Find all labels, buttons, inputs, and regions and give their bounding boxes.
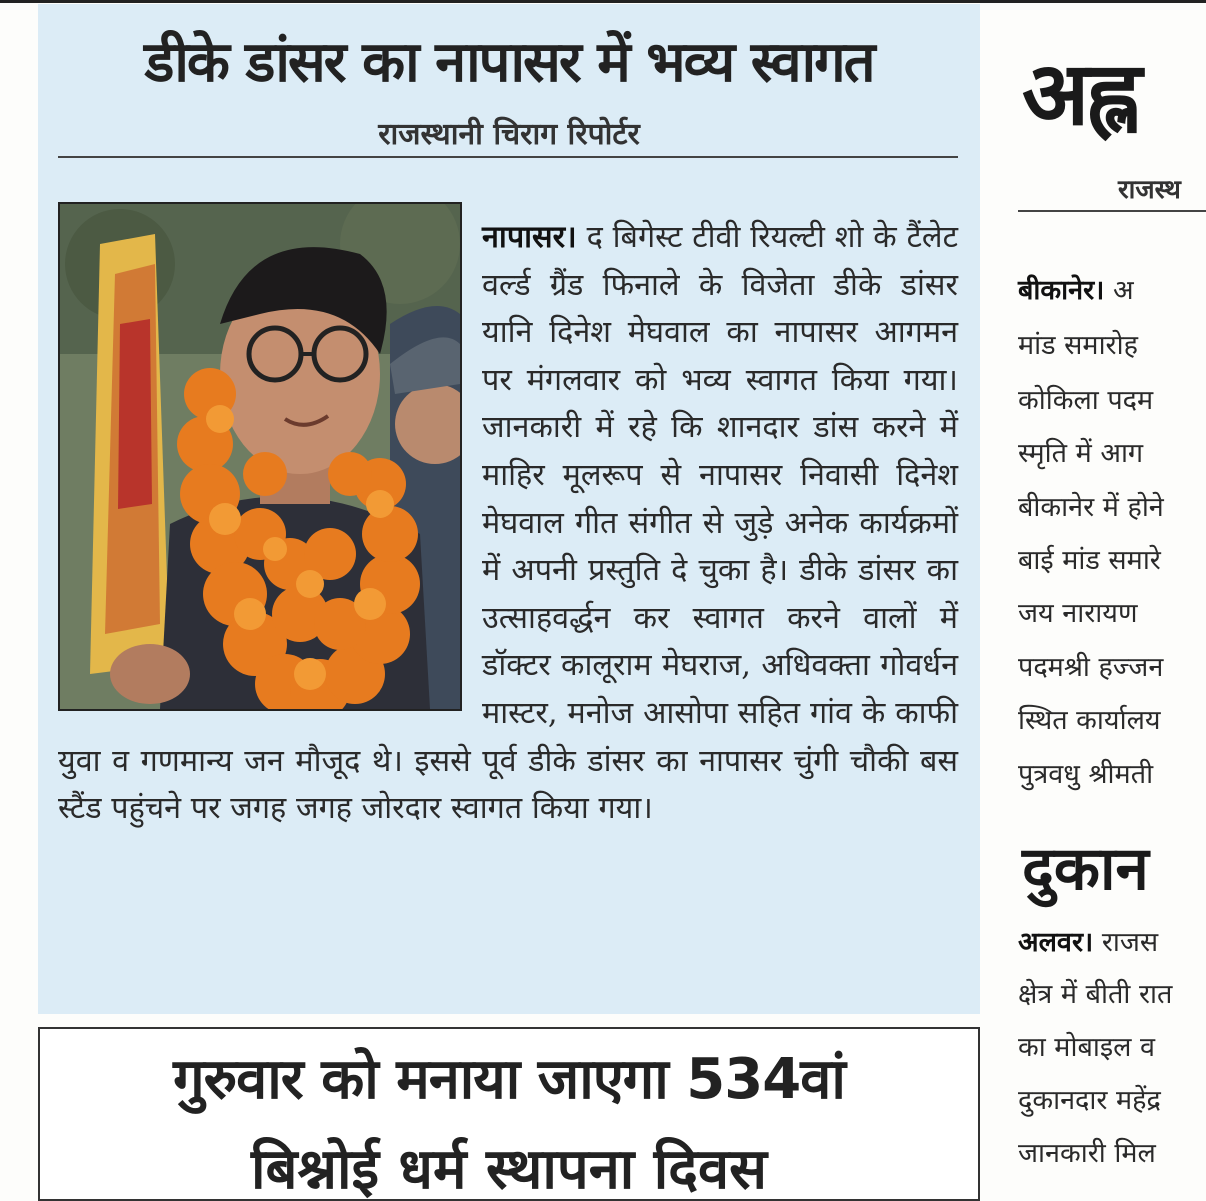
- right-text-line: पुत्रवधु श्रीमती: [1018, 759, 1154, 790]
- right-text-line: मांड समारोह: [1018, 330, 1138, 361]
- right-text-line: कोकिला पदम: [1018, 385, 1154, 416]
- byline-rule: [58, 156, 958, 158]
- article-dateline: नापासर।: [482, 219, 577, 255]
- right-text-line: स्मृति में आग: [1018, 438, 1144, 469]
- article-body: [58, 214, 958, 833]
- article-headline: डीके डांसर का नापासर में भव्य स्वागत: [144, 30, 874, 95]
- news-article: [38, 4, 980, 1014]
- right-text-line: जय नारायण: [1018, 598, 1138, 629]
- right-column-articles: [1000, 0, 1206, 1181]
- right-headline: अह्ल: [1022, 42, 1138, 145]
- second-article: [38, 1027, 980, 1201]
- second-article-subheadline: बिश्नोई धर्म स्थापना दिवस: [250, 1137, 768, 1201]
- second-article-headline: गुरुवार को मनाया जाएगा 534वां: [173, 1047, 845, 1112]
- article-body-text: द बिगेस्ट टीवी रियल्टी शो के टैंलेट वर्ल्ड ग्रैंड फिनाले के विजेता डीके डांसर यानि दिनेश मेघवाल का नापासर आगमन पर मंगलवार को भव्य स्वागत किया गया। जानकारी में रहे कि शानदार डांस करने में माहिर मूलरूप से नापासर निवासी दिनेश मेघवाल गीत संगीत से जुड़े अनेक कार्यक्रमों में अपनी प्रस्तुति दे चुका है। डीके डांसर का उत्साहवर्द्धन कर स्वागत करने वालों में डॉक्टर कालूराम मेघराज, अधिवक्ता गोवर्धन मास्टर, मनोज आसोपा सहित गांव के काफी युवा व गणमान्य जन मौजूद थे। इससे पूर्व डीके डांसर का नापासर चुंगी चौकी बस स्टैंड पहुंचने पर जगह जगह जोरदार स्वागत किया गया।: [58, 220, 958, 827]
- right-headline-2: दुकान: [1022, 834, 1149, 904]
- right-byline-rule: [1018, 210, 1206, 212]
- right-text-line: अलवर। राजस: [1018, 927, 1159, 958]
- photo-wrap-space: [58, 214, 482, 706]
- right-text-line: पदमश्री हज्जन: [1018, 652, 1164, 683]
- right-text-line: बीकानेर। अ: [1018, 275, 1134, 306]
- right-text-line: स्थित कार्यालय: [1018, 705, 1161, 736]
- right-text-line: बीकानेर में होने: [1018, 492, 1164, 523]
- right-text-line: का मोबाइल व: [1018, 1032, 1156, 1063]
- article-byline: राजस्थानी चिराग रिपोर्टर: [378, 117, 640, 152]
- right-text-line: दुकानदार महेंद्र: [1018, 1085, 1161, 1116]
- right-text-line: क्षेत्र में बीती रात: [1018, 979, 1173, 1010]
- right-byline: राजस्थ: [1118, 175, 1181, 205]
- right-text-line: बाई मांड समारे: [1018, 545, 1161, 576]
- right-text-line: जानकारी मिल: [1018, 1138, 1156, 1169]
